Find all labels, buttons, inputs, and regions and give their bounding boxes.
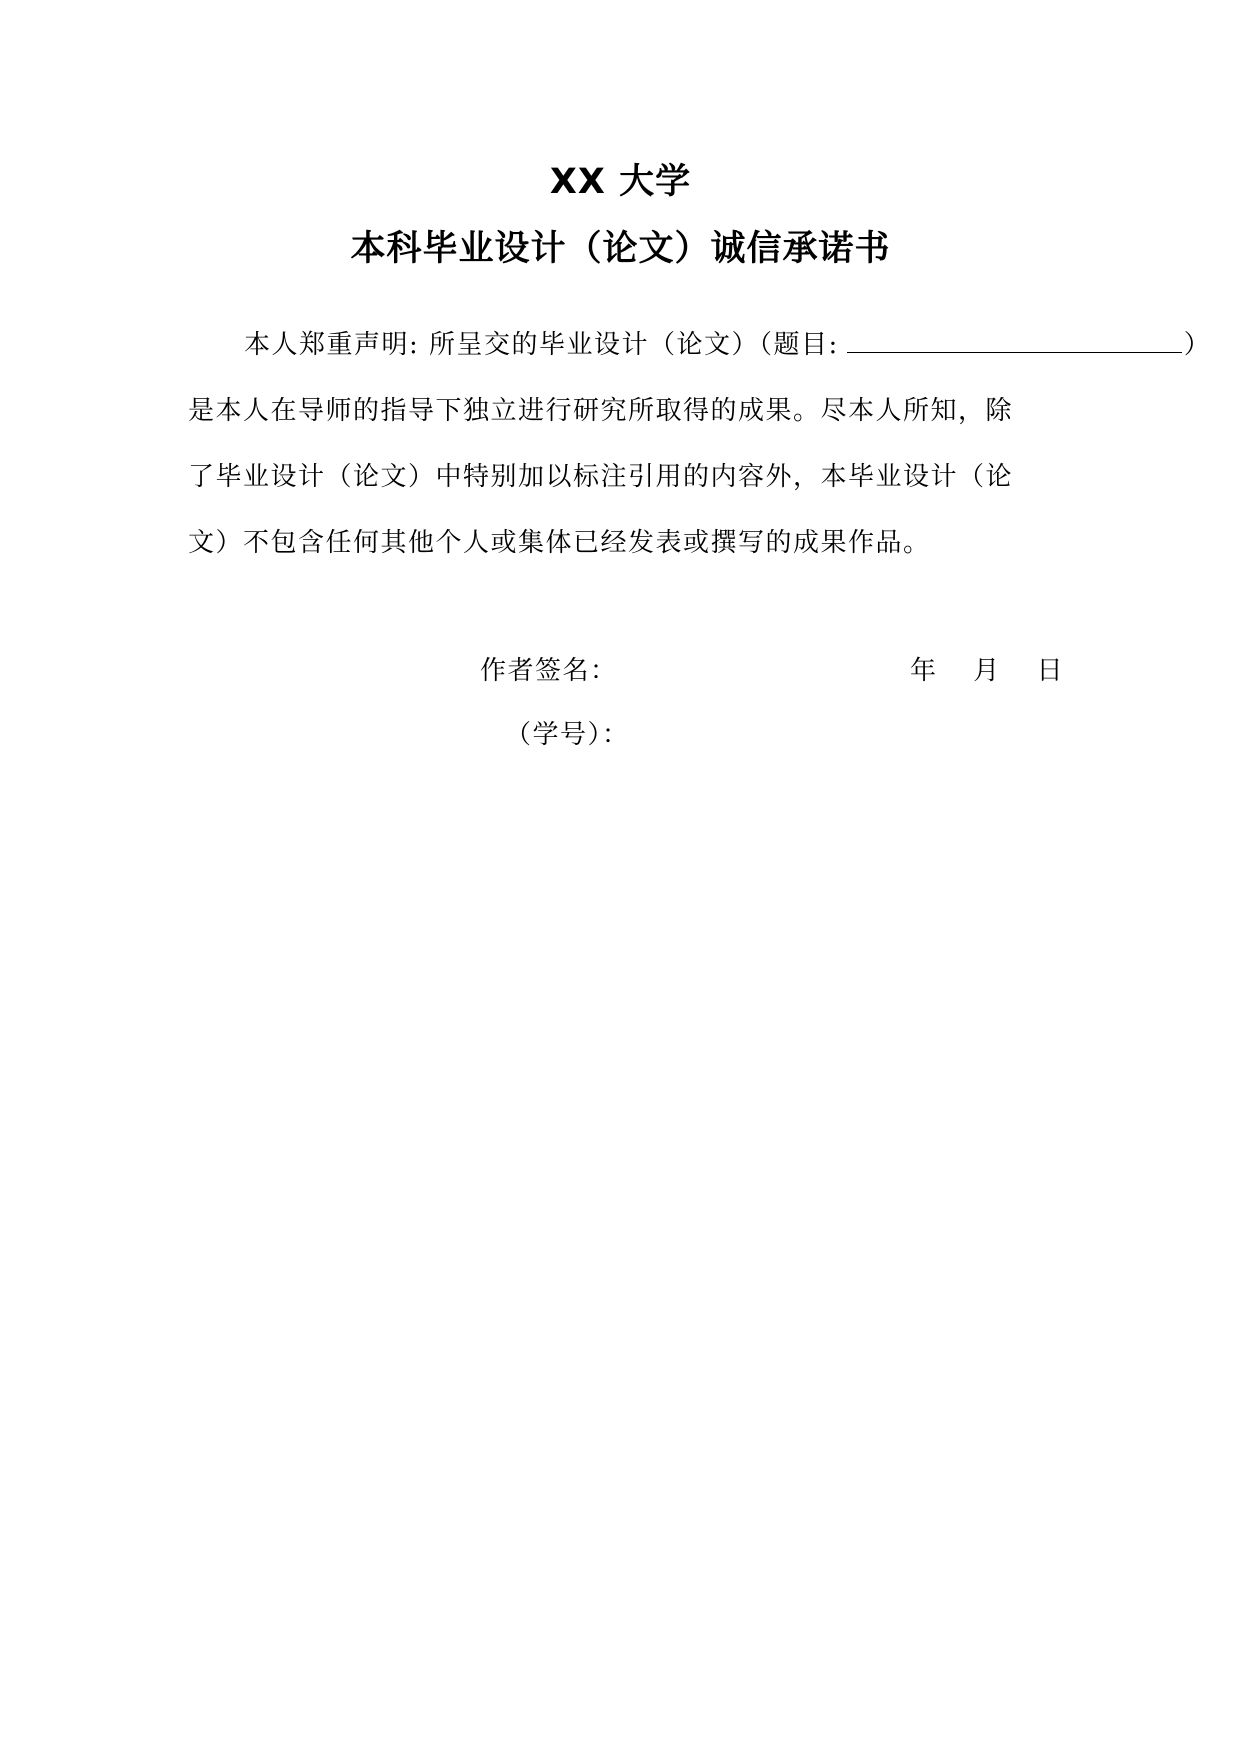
declaration-line-2: 是本人在导师的指导下独立进行研究所取得的成果。尽本人所知，除 — [188, 396, 1014, 426]
declaration-line-1-close: ） — [1183, 330, 1212, 360]
declaration-line-3: 了毕业设计（论文）中特别加以标注引用的内容外，本毕业设计（论 — [188, 462, 1014, 492]
student-id-label: （学号）： — [505, 720, 630, 750]
date-month-label: 月 — [973, 656, 1001, 686]
declaration-line-1 — [188, 320, 1228, 386]
signature-row — [480, 648, 1080, 694]
date-year-label: 年 — [910, 656, 938, 686]
author-signature-label: 作者签名： — [480, 656, 618, 686]
date-day-label: 日 — [1036, 656, 1065, 686]
thesis-title-blank[interactable] — [847, 326, 1182, 353]
signature-date — [910, 648, 1090, 694]
declaration-line-4: 文）不包含任何其他个人或集体已经发表或撰写的成果作品。 — [188, 528, 931, 558]
document-title: 本科毕业设计（论文）诚信承诺书 — [350, 229, 891, 269]
declaration-line-1-text: 本人郑重声明: 所呈交的毕业设计（论文）（题目: — [244, 330, 839, 360]
university-name: XX 大学 — [549, 162, 692, 202]
declaration-paragraph — [188, 320, 1228, 584]
